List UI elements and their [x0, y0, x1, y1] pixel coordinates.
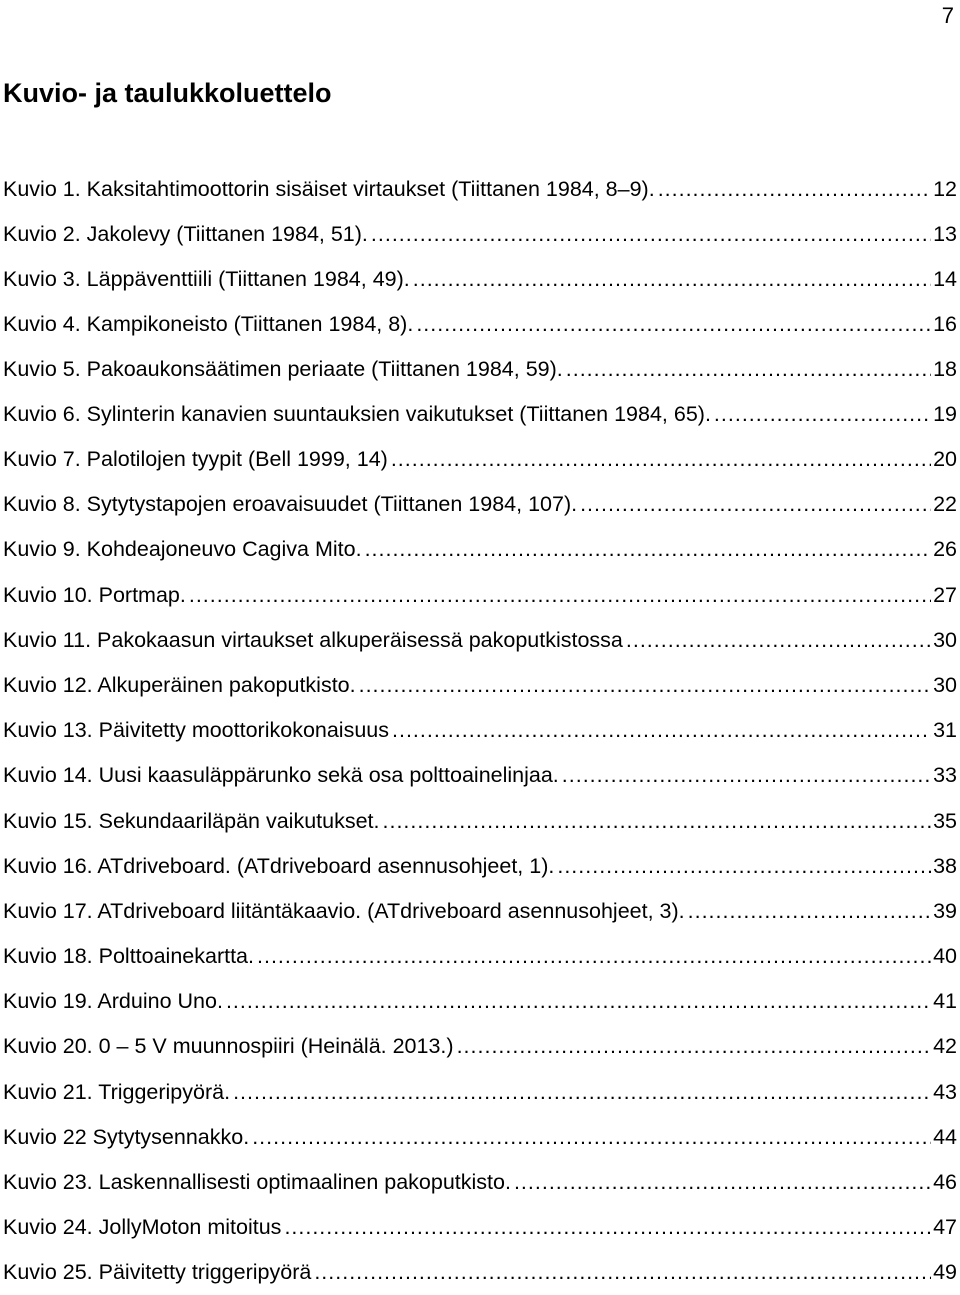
dot-leader: [714, 399, 931, 429]
figure-entry-page: 26: [933, 537, 957, 562]
figure-entry[interactable]: [3, 1167, 957, 1197]
figure-entry-page: 13: [933, 222, 957, 246]
figure-entry[interactable]: [3, 1031, 957, 1061]
figure-entry[interactable]: [3, 534, 957, 564]
figure-entry[interactable]: [3, 851, 957, 881]
figure-entry-page: 41: [933, 989, 957, 1014]
figure-entry-title: Kuvio 12. Alkuperäinen pakoputkisto.: [3, 672, 356, 697]
page-heading: Kuvio- ja taulukkoluettelo: [3, 78, 332, 108]
dot-leader: [557, 851, 931, 881]
figure-entry-page: 30: [933, 627, 957, 652]
figure-entry[interactable]: [3, 806, 957, 836]
figure-entry-title: Kuvio 23. Laskennallisesti optimaalinen pakoputkisto.: [3, 1170, 511, 1194]
figure-entry[interactable]: [3, 219, 957, 249]
figure-entry-page: 16: [933, 312, 957, 336]
dot-leader: [688, 896, 931, 926]
figure-entry-page: 42: [933, 1034, 957, 1059]
figure-entry[interactable]: [3, 264, 957, 294]
figure-entry-title: Kuvio 16. ATdriveboard. (ATdriveboard asennusohjeet, 1).: [3, 853, 555, 878]
figure-entry[interactable]: [3, 896, 957, 926]
figure-entry-page: 49: [933, 1260, 957, 1285]
figure-entry-title: Kuvio 17. ATdriveboard liitäntäkaavio. (ATdriveboard asennusohjeet, 3).: [3, 898, 685, 923]
figure-entry[interactable]: [3, 1257, 957, 1287]
figure-entry-page: 40: [933, 944, 957, 969]
figure-entry-page: 33: [933, 763, 957, 788]
figure-entry-title: Kuvio 1. Kaksitahtimoottorin sisäiset virtaukset (Tiittanen 1984, 8–9).: [3, 177, 655, 201]
dot-leader: [383, 806, 932, 836]
figure-entry-page: 22: [933, 492, 957, 517]
dot-leader: [392, 715, 931, 745]
figure-entry[interactable]: [3, 174, 957, 204]
figure-entry-page: 44: [933, 1124, 957, 1149]
dot-leader: [391, 444, 931, 474]
figure-entry[interactable]: [3, 625, 957, 655]
figure-entry-page: 18: [933, 357, 957, 381]
figure-entry-page: 38: [933, 853, 957, 878]
figure-entry-page: 30: [933, 672, 957, 697]
page-number: 7: [941, 3, 954, 28]
dot-leader: [514, 1167, 931, 1197]
figure-entry-title: Kuvio 5. Pakoaukonsäätimen periaate (Tiittanen 1984, 59).: [3, 357, 563, 381]
dot-leader: [566, 354, 931, 384]
figure-entry-page: 20: [933, 447, 957, 471]
figure-entry-title: Kuvio 4. Kampikoneisto (Tiittanen 1984, 8).: [3, 312, 414, 336]
dot-leader: [416, 309, 931, 339]
dot-leader: [562, 760, 931, 790]
figure-entry[interactable]: [3, 354, 957, 384]
figure-entry-title: Kuvio 8. Sytytystapojen eroavaisuudet (Tiittanen 1984, 107).: [3, 492, 578, 517]
figure-entry-page: 14: [933, 267, 957, 291]
figure-entry[interactable]: [3, 941, 957, 971]
figure-entry-title: Kuvio 7. Palotilojen tyypit (Bell 1999, 14): [3, 447, 388, 471]
figure-entry-page: 47: [933, 1215, 957, 1240]
figure-entry[interactable]: [3, 715, 957, 745]
figure-entry-page: 12: [933, 177, 957, 201]
figure-entry-title: Kuvio 10. Portmap.: [3, 582, 186, 607]
figure-entry[interactable]: [3, 986, 957, 1016]
dot-leader: [189, 580, 931, 610]
dot-leader: [457, 1031, 931, 1061]
figure-entry[interactable]: [3, 309, 957, 339]
figure-entry-page: 35: [933, 808, 957, 833]
figure-entry-page: 31: [933, 718, 957, 743]
figure-entry-title: Kuvio 18. Polttoainekartta.: [3, 944, 254, 969]
figure-entry[interactable]: [3, 489, 957, 519]
figure-entry-title: Kuvio 24. JollyMoton mitoitus: [3, 1215, 282, 1240]
dot-leader: [371, 219, 931, 249]
dot-leader: [359, 670, 931, 700]
figure-entry-page: 39: [933, 898, 957, 923]
dot-leader: [284, 1212, 931, 1242]
figure-entry[interactable]: [3, 760, 957, 790]
figure-entry-page: 46: [933, 1170, 957, 1194]
figure-entry-title: Kuvio 14. Uusi kaasuläppärunko sekä osa polttoainelinjaa.: [3, 763, 559, 788]
figure-entry-title: Kuvio 2. Jakolevy (Tiittanen 1984, 51).: [3, 222, 368, 246]
dot-leader: [658, 174, 931, 204]
figure-entry-title: Kuvio 20. 0 – 5 V muunnospiiri (Heinälä. 2013.): [3, 1034, 454, 1059]
figure-entry-title: Kuvio 21. Triggeripyörä.: [3, 1079, 231, 1104]
dot-leader: [580, 489, 931, 519]
dot-leader: [233, 1077, 931, 1107]
figure-entry[interactable]: [3, 399, 957, 429]
figure-entry[interactable]: [3, 1212, 957, 1242]
figure-entry-title: Kuvio 22 Sytytysennakko.: [3, 1124, 250, 1149]
figure-entry-title: Kuvio 19. Arduino Uno.: [3, 989, 223, 1014]
figure-entry-title: Kuvio 15. Sekundaariläpän vaikutukset.: [3, 808, 380, 833]
figure-list: [3, 174, 957, 1287]
dot-leader: [413, 264, 931, 294]
dot-leader: [252, 1122, 931, 1152]
dot-leader: [226, 986, 931, 1016]
figure-entry-title: Kuvio 3. Läppäventtiili (Tiittanen 1984, 49).: [3, 267, 410, 291]
figure-entry-page: 27: [933, 582, 957, 607]
figure-entry[interactable]: [3, 580, 957, 610]
figure-entry[interactable]: [3, 670, 957, 700]
figure-entry-title: Kuvio 13. Päivitetty moottorikokonaisuus: [3, 718, 390, 743]
figure-entry-title: Kuvio 6. Sylinterin kanavien suuntauksien vaikutukset (Tiittanen 1984, 65).: [3, 402, 711, 426]
dot-leader: [626, 625, 931, 655]
figure-entry-title: Kuvio 9. Kohdeajoneuvo Cagiva Mito.: [3, 537, 362, 562]
dot-leader: [257, 941, 931, 971]
figure-entry[interactable]: [3, 1077, 957, 1107]
figure-entry-page: 19: [933, 402, 957, 426]
figure-entry-title: Kuvio 11. Pakokaasun virtaukset alkuperäisessä pakoputkistossa: [3, 627, 623, 652]
figure-entry-title: Kuvio 25. Päivitetty triggeripyörä: [3, 1260, 312, 1285]
figure-entry[interactable]: [3, 1122, 957, 1152]
figure-entry-page: 43: [933, 1079, 957, 1104]
dot-leader: [365, 534, 931, 564]
dot-leader: [314, 1257, 931, 1287]
figure-entry[interactable]: [3, 444, 957, 474]
